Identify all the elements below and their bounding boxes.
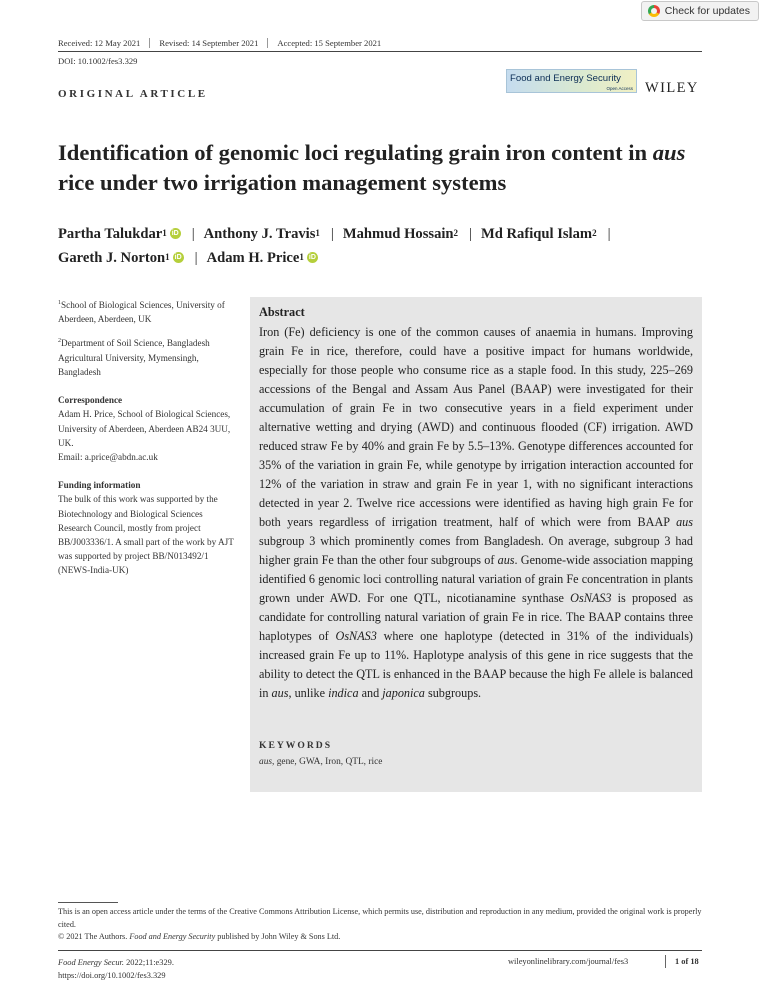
author-name: Mahmud Hossain	[342, 226, 454, 242]
divider	[665, 955, 666, 968]
affiliation-marker: 1	[162, 228, 167, 238]
affiliation-marker: 1	[315, 228, 320, 238]
doi-link[interactable]: https://doi.org/10.1002/fes3.329	[58, 970, 166, 980]
divider	[149, 38, 150, 48]
abstract-heading: Abstract	[259, 305, 305, 319]
citation-journal: Food Energy Secur.	[58, 958, 124, 967]
article-dates	[58, 38, 381, 48]
author-list	[58, 222, 718, 270]
journal-logo	[506, 69, 637, 93]
orcid-icon[interactable]: iD	[308, 254, 316, 261]
license-text: This is an open access article under the terms of the Creative Commons Attribution License, which permits use, distribution and reproduction in any medium, provided the original work is properly cited.	[58, 907, 702, 929]
footnote-rule	[58, 902, 118, 903]
correspondence	[58, 393, 238, 464]
article-title	[58, 138, 708, 198]
author-name: Adam H. Price	[206, 250, 300, 266]
footer-rule	[58, 950, 702, 951]
journal-url[interactable]: wileyonlinelibrary.com/journal/fes3	[508, 957, 629, 966]
keywords-heading: KEYWORDS	[259, 740, 333, 751]
title-text: rice under two irrigation management systems	[58, 170, 507, 195]
abstract-text: Iron (Fe) deficiency is one of the common causes of anaemia in humans. Improving grain Fe in rice, therefore, could have a positive impact for humans worldwide, especially for those people who consume rice as a staple food. In this study, 225–269 accessions of the Bengal and Assam Aus Panel (BAAP) were investigated for their accumulation of grain Fe in two consecutive years in a field experiment under alternative wetting and drying (AWD) and continuous flooded (CF) irrigation. AWD reduced straw Fe by 40% and grain Fe by 5.5–13%. Genotype differences accounted for 35% of the variation in grain Fe, while genotype by irrigation interaction accounted for 12% of the variation in straw and grain Fe in year 1, with no significant interactions detected in year 2. Twelve rice accessions were identified as having high grain Fe for both years regardless of irrigation treatment, half of which were from BAAP aus subgroup 3 which prominently comes from Bangladesh. On average, subgroup 3 had higher grain Fe than the other four subgroups of aus. Genome-wide association mapping identified 6 genomic loci controlling natural variation of grain Fe concentration in plants grown under AWD. For one QTL, nicotianamine synthase OsNAS3 is proposed as candidate for controlling natural variation of grain Fe in rice. The BAAP contains three haplotypes of OsNAS3 where one haplotype (detected in 31% of the individuals) increased grain Fe up to 11%. Haplotype analysis of this gene in rice suggests that the ability to detect the QTL is enhanced in the BAAP because the high Fe allele is balanced in aus, unlike indica and japonica subgroups.	[259, 325, 694, 700]
author-name: Partha Talukdar	[58, 226, 163, 242]
citation-volume: 2022;11:e329.	[123, 958, 174, 967]
author[interactable]	[481, 222, 597, 246]
article-type: ORIGINAL ARTICLE	[58, 88, 208, 100]
revised-date: Revised: 14 September 2021	[159, 38, 259, 48]
check-for-updates-button[interactable]	[641, 1, 759, 21]
author[interactable]	[58, 222, 181, 246]
author-name: Md Rafiqul Islam	[480, 226, 593, 242]
open-access-badge: Open Access	[606, 86, 633, 91]
accepted-date: Accepted: 15 September 2021	[277, 38, 382, 48]
publisher-logo: WILEY	[645, 80, 699, 96]
keywords-list: aus, gene, GWA, Iron, QTL, rice	[259, 757, 383, 767]
author[interactable]	[204, 222, 320, 246]
author-name: Gareth J. Norton	[58, 250, 166, 266]
affiliation-text: School of Biological Sciences, University of Aberdeen, Aberdeen, UK	[58, 300, 225, 325]
copyright-line: © 2021 The Authors. Food and Energy Security published by John Wiley & Sons Ltd.	[58, 932, 341, 941]
affiliation-2	[58, 334, 238, 379]
correspondence-heading: Correspondence	[58, 395, 123, 406]
affiliation-1	[58, 296, 238, 326]
author-separator: |	[330, 226, 334, 242]
citation	[58, 957, 174, 982]
title-italic: aus	[652, 140, 686, 165]
affiliation-number: 1	[58, 300, 61, 306]
divider	[267, 38, 268, 48]
received-date: Received: 12 May 2021	[58, 38, 141, 48]
affiliation-marker: 2	[453, 228, 459, 238]
orcid-icon[interactable]: iD	[174, 254, 182, 261]
journal-logo-title: Food and Energy Security	[510, 73, 621, 84]
abstract-box	[250, 297, 702, 792]
author-separator: |	[191, 226, 195, 242]
author-separator: |	[607, 226, 611, 242]
affiliation-marker: 2	[592, 228, 597, 238]
page-number: 1 of 18	[675, 957, 699, 966]
correspondence-email[interactable]: Email: a.price@abdn.ac.uk	[58, 451, 158, 462]
orcid-icon[interactable]: iD	[171, 230, 179, 237]
article-info-column	[58, 296, 238, 586]
author-name: Anthony J. Travis	[203, 226, 316, 242]
affiliation-marker: 1	[165, 252, 170, 262]
author-separator: |	[469, 226, 472, 242]
affiliation-marker: 1	[299, 252, 304, 262]
affiliation-text: Department of Soil Science, Bangladesh Agricultural University, Mymensingh, Bangladesh	[58, 338, 210, 377]
doi[interactable]: DOI: 10.1002/fes3.329	[58, 56, 138, 66]
funding-info	[58, 478, 238, 577]
crossmark-icon	[648, 5, 660, 17]
author[interactable]	[58, 246, 184, 270]
license-note	[58, 906, 702, 944]
check-for-updates-label: Check for updates	[664, 5, 750, 17]
author[interactable]	[343, 222, 458, 246]
author[interactable]	[207, 246, 318, 270]
header-rule	[58, 51, 702, 52]
funding-heading: Funding information	[58, 480, 141, 491]
title-text: Identification of genomic loci regulating grain iron content in	[58, 140, 653, 165]
author-separator: |	[194, 250, 198, 266]
affiliation-number: 2	[58, 338, 61, 345]
correspondence-text: Adam H. Price, School of Biological Sciences, University of Aberdeen, Aberdeen AB24 3UU, UK.	[58, 409, 231, 448]
funding-text: The bulk of this work was supported by the Biotechnology and Biological Sciences Research Council, mostly from project BB/J003336/1. A small part of the work by AJT was supported by project BB/N013492/1 (NEWS-India-UK)	[58, 494, 234, 576]
